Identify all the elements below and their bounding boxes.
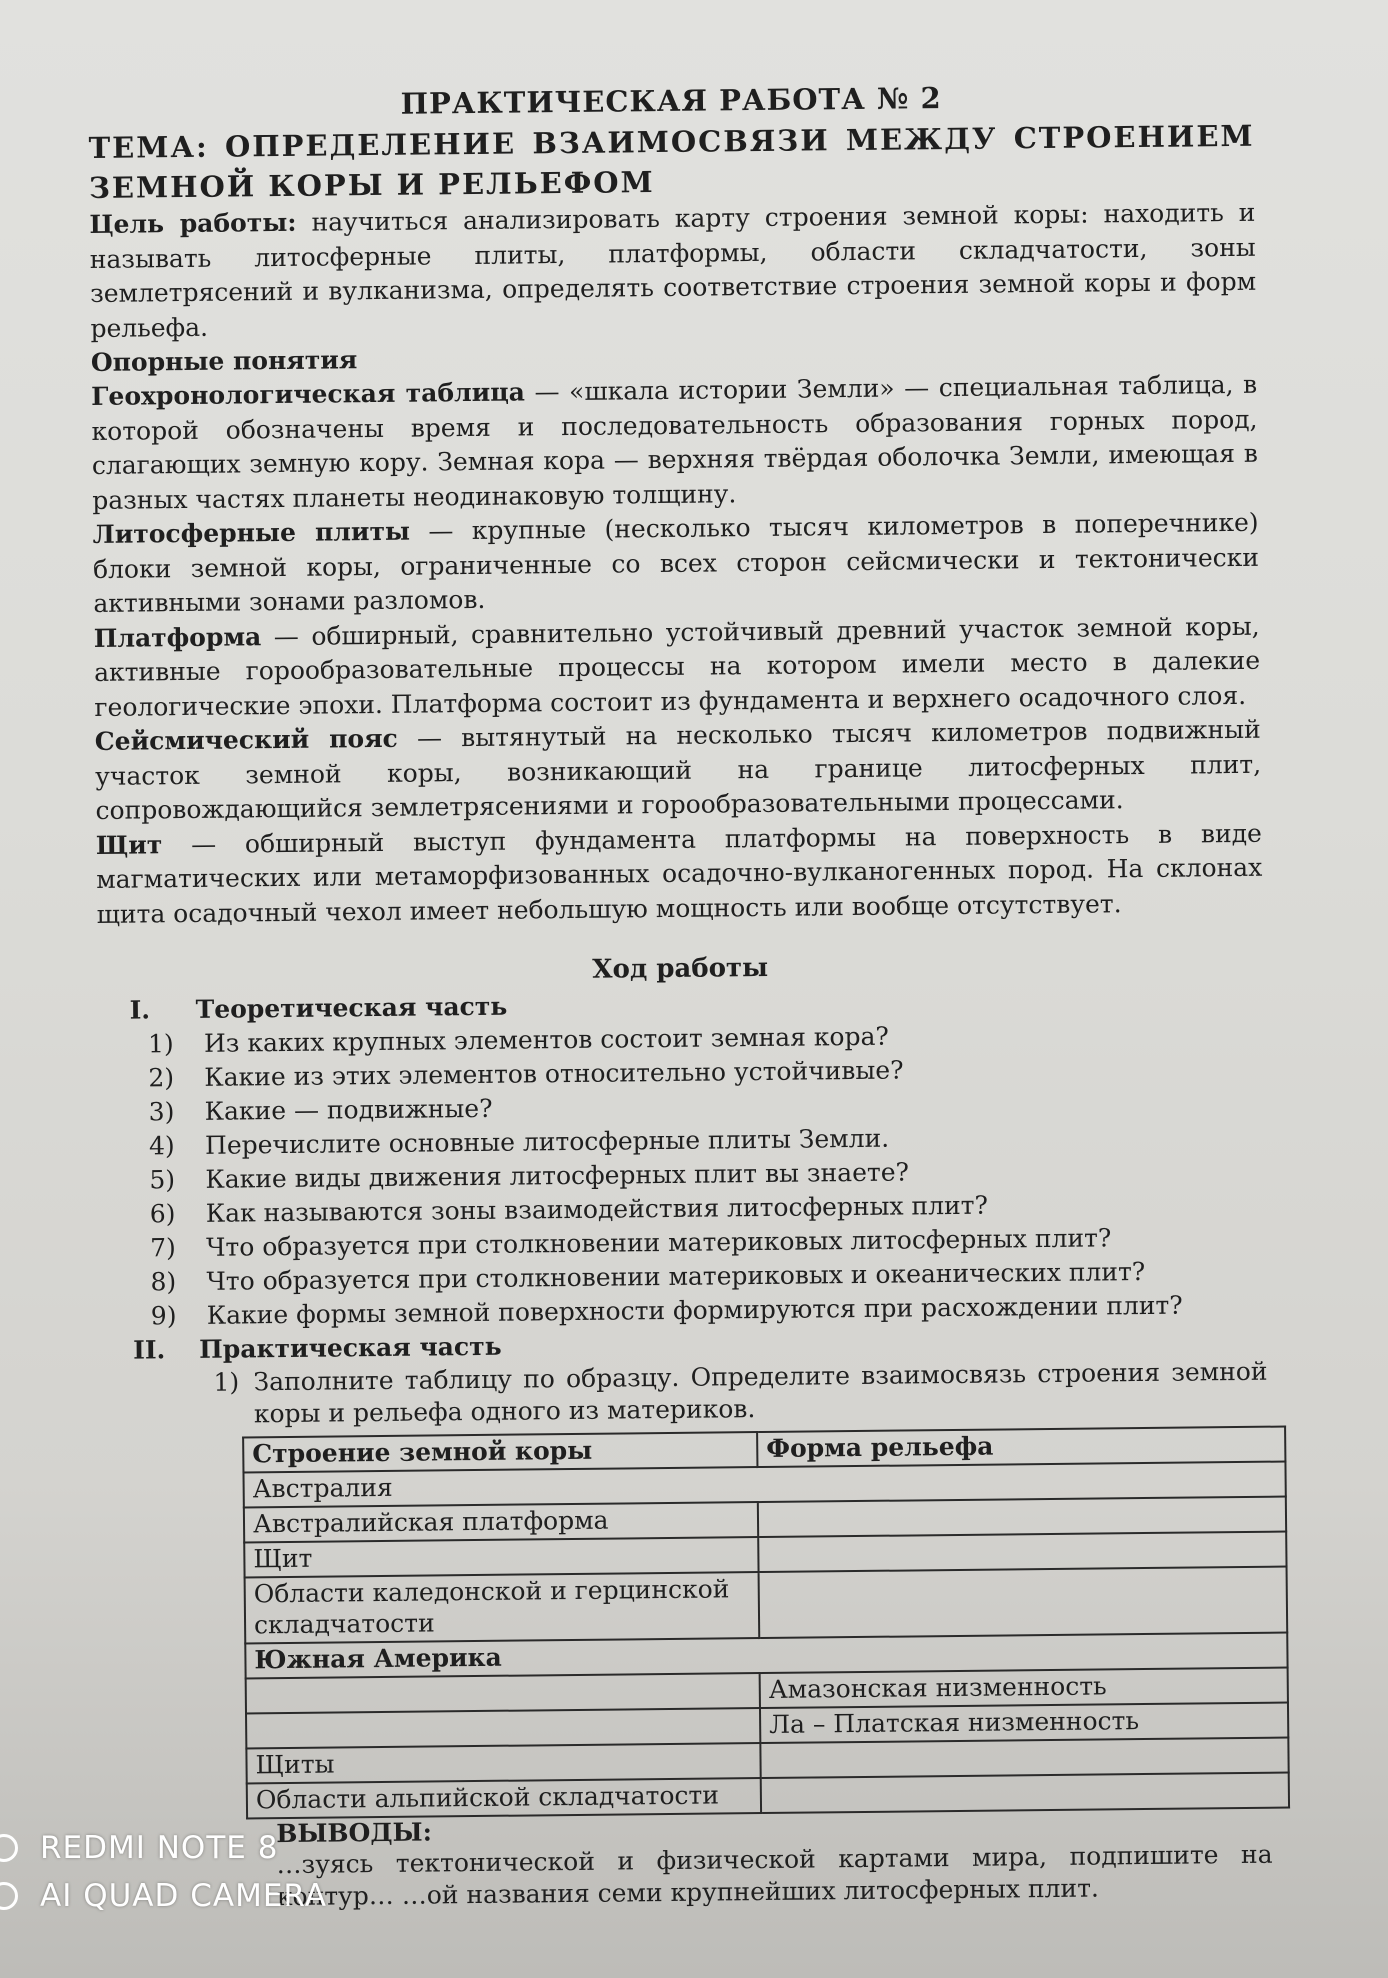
question-text: Как называются зоны взаимодействия литосферных плит? — [205, 1190, 989, 1228]
goal-label: Цель работы: — [89, 207, 297, 239]
task-item — [213, 1356, 1268, 1431]
continent-cell-australia: Австралия — [243, 1462, 1285, 1508]
question-text: Из каких крупных элементов состоит земная кора? — [203, 1021, 889, 1058]
continent-cell-south-america: Южная Америка — [245, 1633, 1287, 1679]
question-number: 5) — [149, 1165, 176, 1195]
section-number: II. — [133, 1335, 166, 1365]
final-task-text: …зуясь тектонической и физической картами мира, подпишите на контур… …ой названия семи крупнейших литосферных плит. — [276, 1839, 1273, 1912]
question-text: Что образуется при столкновении материковых литосферных плит? — [205, 1223, 1112, 1262]
structure-cell: Щит — [244, 1537, 758, 1577]
question-number: 7) — [149, 1233, 176, 1263]
goal-paragraph — [89, 196, 1256, 346]
question-number: 4) — [148, 1131, 175, 1161]
term-paragraph — [96, 816, 1263, 932]
question-number: 1) — [147, 1029, 174, 1059]
relief-cell-empty[interactable] — [758, 1497, 1286, 1538]
term-paragraph — [92, 506, 1259, 622]
watermark-model: REDMI NOTE 8 — [40, 1830, 279, 1866]
question-number: 2) — [148, 1063, 175, 1093]
relief-cell: Ла – Платская низменность — [760, 1703, 1288, 1744]
term-text: — «шкала истории Земли» — специальная таблица, в которой обозначены время и последовательность образования горных пород, слагающих земную кору. Земная кора — верхняя твёрдая оболочка Земли, имеющая в разных частях планеты неодинаковую толщину. — [91, 369, 1259, 515]
term-text: — обширный выступ фундамента платформы на поверхность в виде магматических или метаморфизованных осадочно-вулканогенных пород. На склонах щита осадочный чехол имеет небольшую мощность или вообще отсутствует. — [96, 818, 1263, 929]
table-row — [245, 1567, 1288, 1644]
term-text: — вытянутый на несколько тысяч километров подвижный участок земной коры, возникающий на границе литосферных плит, сопровождающийся землетрясениями и горообразовательными процессами. — [95, 714, 1262, 825]
question-text: Какие из этих элементов относительно устойчивые? — [204, 1055, 904, 1092]
work-title: ПРАКТИЧЕСКАЯ РАБОТА № 2 — [400, 81, 942, 121]
structure-cell: Щиты — [246, 1743, 760, 1783]
term-name: Сейсмический пояс — [94, 723, 398, 756]
concepts-heading: Опорные понятия — [90, 345, 358, 377]
term-text: — обширный, сравнительно устойчивый древний участок земной коры, активные горообразовательные процессы на котором имели место в далекие геологические эпохи. Платформа состоит из фундамента и верхнего осадочного слоя. — [93, 611, 1261, 722]
question-number: 9) — [150, 1301, 177, 1331]
term-name: Щит — [95, 829, 163, 860]
question-number: 6) — [149, 1199, 176, 1229]
header-cell-structure: Строение земной коры — [243, 1432, 757, 1472]
term-paragraph — [91, 368, 1258, 518]
watermark-line — [0, 1824, 327, 1872]
term-paragraph — [94, 609, 1261, 725]
question-number: 8) — [150, 1267, 177, 1297]
procedure-heading: Ход работы — [592, 952, 769, 985]
term-name: Платформа — [93, 621, 262, 653]
section-title: Практическая часть — [199, 1331, 502, 1364]
section-number: I. — [129, 995, 151, 1025]
structure-cell: Области каледонской и герцинской складчатости — [245, 1572, 760, 1643]
structure-cell-empty[interactable] — [246, 1708, 760, 1748]
camera-ring-icon — [0, 1834, 18, 1862]
conclusions-heading: ВЫВОДЫ: — [276, 1817, 433, 1849]
relief-cell-empty[interactable] — [759, 1567, 1288, 1639]
relief-table — [242, 1426, 1290, 1820]
structure-cell: Области альпийской складчатости — [247, 1778, 761, 1818]
work-topic: ТЕМА: ОПРЕДЕЛЕНИЕ ВЗАИМОСВЯЗИ МЕЖДУ СТРОЕНИЕМ ЗЕМНОЙ КОРЫ И РЕЛЬЕФОМ — [88, 118, 1255, 205]
question-text: Какие виды движения литосферных плит вы знаете? — [205, 1157, 910, 1194]
camera-watermark — [0, 1824, 327, 1920]
question-text: Какие формы земной поверхности формируются при расхождении плит? — [206, 1290, 1183, 1330]
section-title: Теоретическая часть — [195, 991, 508, 1024]
question-number: 3) — [148, 1097, 175, 1127]
relief-cell-empty[interactable] — [760, 1738, 1288, 1779]
structure-cell-empty[interactable] — [246, 1673, 760, 1713]
header-cell-relief: Форма рельефа — [757, 1427, 1285, 1468]
question-text: Что образуется при столкновении материковых и океанических плит? — [206, 1256, 1146, 1296]
term-paragraph — [95, 713, 1262, 829]
term-text: — крупные (несколько тысяч километров в поперечнике) блоки земной коры, ограниченные со всех сторон сейсмически и тектонически активными зонами разломов. — [92, 507, 1260, 618]
camera-ring-icon — [0, 1882, 18, 1910]
relief-cell-empty[interactable] — [758, 1532, 1286, 1573]
term-name: Литосферные плиты — [92, 516, 411, 549]
relief-cell: Амазонская низменность — [760, 1668, 1288, 1709]
watermark-camera: AI QUAD CAMERA — [40, 1878, 327, 1914]
watermark-line — [0, 1872, 327, 1920]
question-text: Какие — подвижные? — [204, 1093, 493, 1126]
term-name: Геохронологическая таблица — [91, 377, 526, 411]
question-text: Перечислите основные литосферные плиты Земли. — [204, 1123, 890, 1160]
goal-text: научиться анализировать карту строения земной коры: находить и называть литосферные плиты, платформы, области складчатости, зоны землетрясений и вулканизма, определять соответствие строения земной коры и форм рельефа. — [89, 197, 1257, 343]
task-number: 1) — [213, 1367, 240, 1397]
structure-cell: Австралийская платформа — [244, 1502, 758, 1542]
relief-cell-empty[interactable] — [761, 1773, 1289, 1814]
task-text: Заполните таблицу по образцу. Определите взаимосвязь строения земной коры и рельефа одного из материков. — [253, 1356, 1268, 1429]
worksheet — [88, 78, 1273, 1915]
